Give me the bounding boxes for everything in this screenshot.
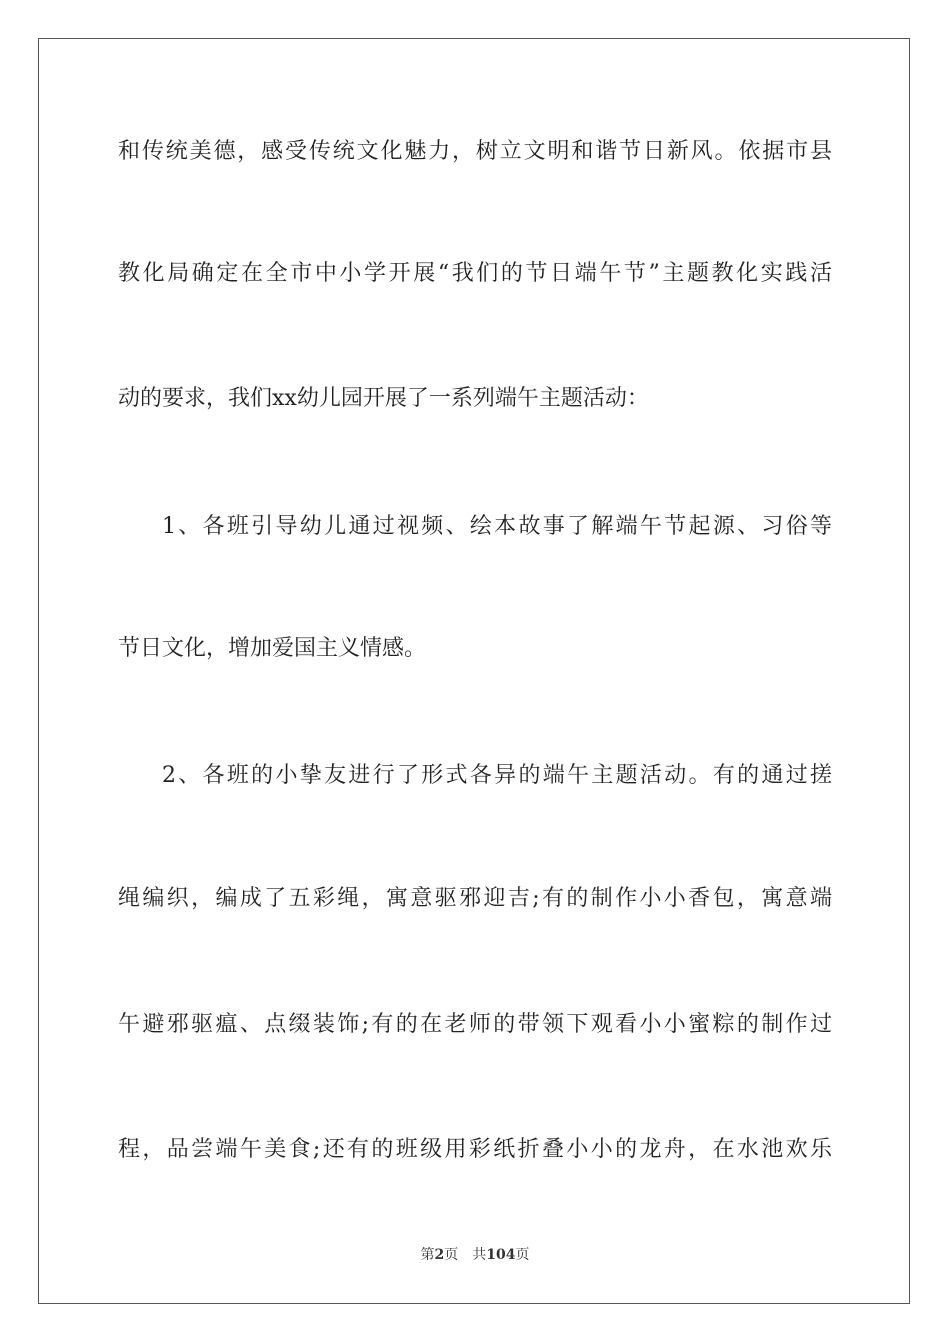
paragraph-line-5: 节日文化，增加爱国主义情感。 [118,636,427,661]
paragraph-line-7: 绳编织，编成了五彩绳，寓意驱邪迎吉;有的制作小小香包，寓意端 [118,886,832,911]
paragraph-line-1: 和传统美德，感受传统文化魅力，树立文明和谐节日新风。依据市县 [118,139,832,164]
paragraph-line-6: 2、各班的小挚友进行了形式各异的端午主题活动。有的通过搓 [162,763,832,788]
paragraph-line-3: 动的要求，我们xx幼儿园开展了一系列端午主题活动： [118,386,649,411]
paragraph-line-8: 午避邪驱瘟、点缀装饰;有的在老师的带领下观看小小蜜粽的制作过 [118,1012,832,1037]
total-pages: 104 [486,1247,516,1263]
paragraph-line-9: 程，品尝端午美食;还有的班级用彩纸折叠小小的龙舟，在水池欢乐 [118,1137,832,1162]
total-prefix: 共 [472,1247,487,1263]
paragraph-line-4: 1、各班引导幼儿通过视频、绘本故事了解端午节起源、习俗等 [162,514,832,539]
total-suffix: 页 [515,1247,530,1263]
page-number: 2 [434,1247,445,1263]
paragraph-line-2: 教化局确定在全市中小学开展“我们的节日端午节”主题教化实践活 [118,261,832,286]
page-prefix: 第 [420,1247,435,1263]
page-footer [0,1245,950,1265]
page-border [38,38,910,1304]
page-suffix: 页 [444,1247,459,1263]
